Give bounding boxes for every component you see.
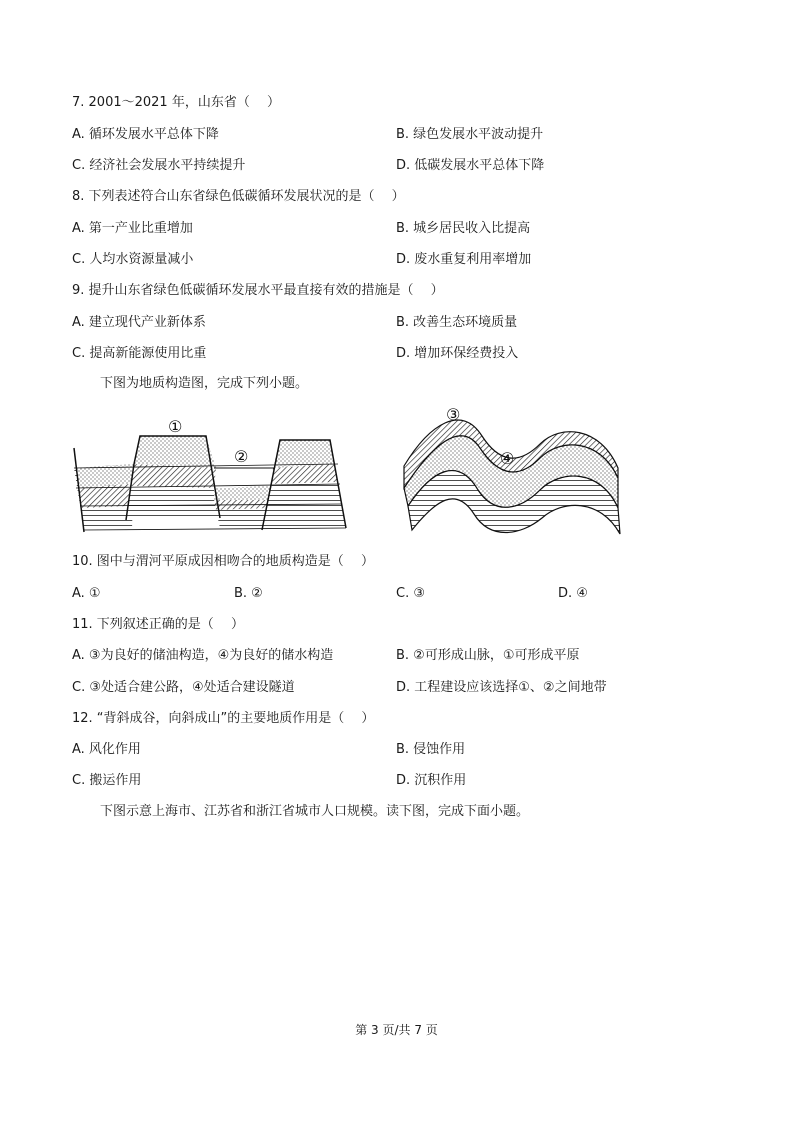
q7-option-d: D. 低碳发展水平总体下降 bbox=[396, 158, 545, 173]
q11-option-b: B. ②可形成山脉，①可形成平原 bbox=[396, 648, 580, 663]
q7-option-c: C. 经济社会发展水平持续提升 bbox=[72, 158, 246, 173]
fold-diagram bbox=[404, 420, 620, 534]
q11-option-a: A. ③为良好的储油构造，④为良好的储水构造 bbox=[72, 648, 334, 663]
q8-option-a: A. 第一产业比重增加 bbox=[72, 221, 193, 236]
question-8-stem: 8. 下列表述符合山东省绿色低碳循环发展状况的是（ ） bbox=[72, 189, 405, 204]
figure-intro-geology: 下图为地质构造图，完成下列小题。 bbox=[100, 376, 309, 391]
question-12-stem: 12. “背斜成谷，向斜成山”的主要地质作用是（ ） bbox=[72, 711, 375, 726]
q7-option-a: A. 循环发展水平总体下降 bbox=[72, 127, 219, 142]
q12-option-d: D. 沉积作用 bbox=[396, 773, 467, 788]
question-10-stem: 10. 图中与渭河平原成因相吻合的地质构造是（ ） bbox=[72, 554, 374, 569]
q11-option-c: C. ③处适合建公路，④处适合建设隧道 bbox=[72, 680, 295, 695]
q11-option-d: D. 工程建设应该选择①、②之间地带 bbox=[396, 680, 607, 695]
q8-option-d: D. 废水重复利用率增加 bbox=[396, 252, 532, 267]
q10-option-c: C. ③ bbox=[396, 586, 425, 601]
question-9-stem: 9. 提升山东省绿色低碳循环发展水平最直接有效的措施是（ ） bbox=[72, 283, 444, 298]
q12-option-c: C. 搬运作用 bbox=[72, 773, 142, 788]
geologic-structure-figure bbox=[0, 408, 793, 543]
q12-option-a: A. 风化作用 bbox=[72, 742, 141, 757]
q8-option-b: B. 城乡居民收入比提高 bbox=[396, 221, 531, 236]
q7-option-b: B. 绿色发展水平波动提升 bbox=[396, 127, 544, 142]
q10-option-b: B. ② bbox=[234, 586, 263, 601]
label-1: ① bbox=[168, 417, 183, 436]
q9-option-a: A. 建立现代产业新体系 bbox=[72, 315, 206, 330]
q8-option-c: C. 人均水资源量减小 bbox=[72, 252, 194, 267]
figure-intro-population: 下图示意上海市、江苏省和浙江省城市人口规模。读下图，完成下面小题。 bbox=[100, 804, 530, 819]
page-footer: 第 3 页/共 7 页 bbox=[355, 1023, 438, 1037]
question-11-stem: 11. 下列叙述正确的是（ ） bbox=[72, 617, 244, 632]
q12-option-b: B. 侵蚀作用 bbox=[396, 742, 466, 757]
label-2: ② bbox=[234, 447, 249, 466]
label-4: ④ bbox=[500, 449, 515, 468]
q10-option-a: A. ① bbox=[72, 586, 101, 601]
fault-block-diagram bbox=[74, 436, 346, 532]
question-7-stem: 7. 2001～2021 年，山东省（ ） bbox=[72, 95, 280, 110]
q9-option-d: D. 增加环保经费投入 bbox=[396, 346, 519, 361]
q10-option-d: D. ④ bbox=[558, 586, 588, 601]
q9-option-c: C. 提高新能源使用比重 bbox=[72, 346, 207, 361]
label-3: ③ bbox=[446, 408, 461, 424]
q9-option-b: B. 改善生态环境质量 bbox=[396, 315, 518, 330]
